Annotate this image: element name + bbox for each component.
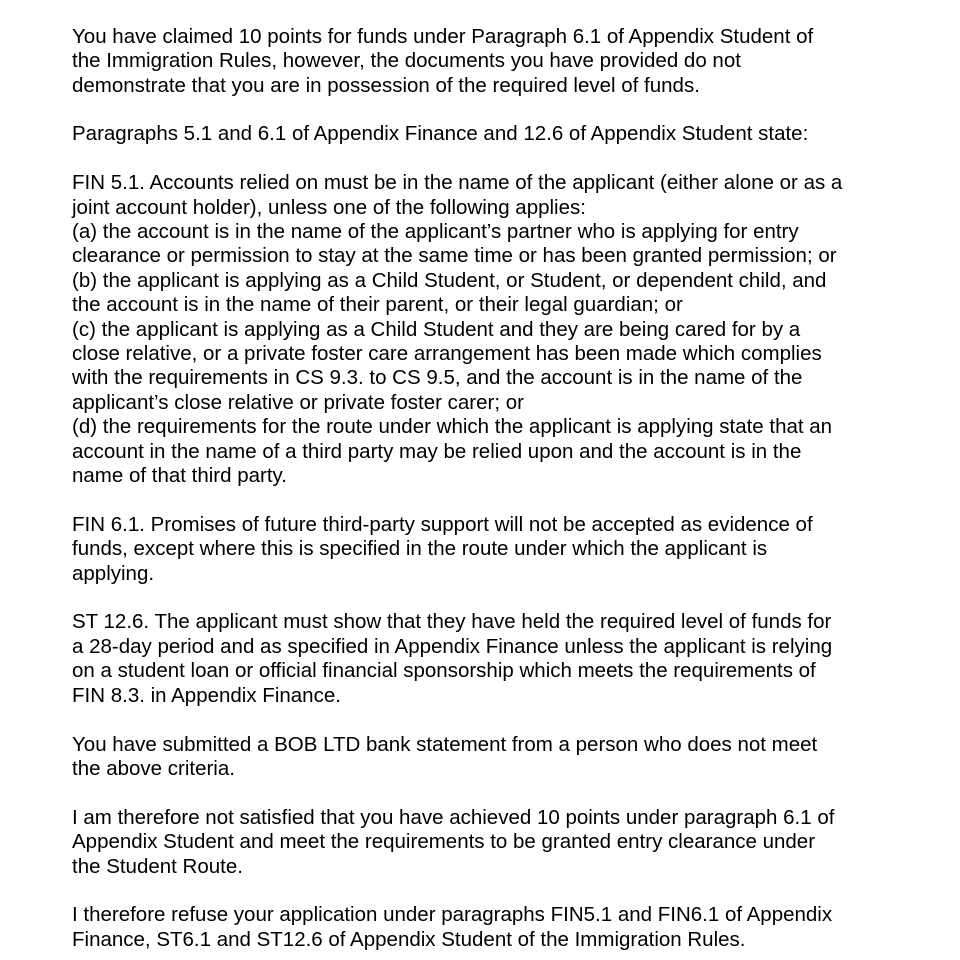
funds-claim-paragraph: You have claimed 10 points for funds under Paragraph 6.1 of Appendix Student of the Immigration Rules, however, the documents you have provided do not demonstrate that you are in possession of the required level of funds. (72, 24, 814, 97)
fin-6-1-paragraph: FIN 6.1. Promises of future third-party support will not be accepted as evidence of funds, except where this is specified in the route under which the applicant is applying. (72, 512, 813, 585)
fin-5-1-paragraph: FIN 5.1. Accounts relied on must be in the name of the applicant (either alone or as a joint account holder), unless one of the following applies: (a) the account is in the name of the applicant’s partner who is applying for entry clearance or permission to stay at the same time or has been granted permission; or (b) the applicant is applying as a Child Student, or Student, or dependent child, and the account is in the name of their parent, or their legal guardian; or (c) the applicant is applying as a Child Student and they are being cared for by a close relative, or a private foster care arrangement has been made which complies with the requirements in CS 9.3. to CS 9.5, and the account is in the name of the applicant’s close relative or private foster carer; or (d) the requirements for the route under which the applicant is applying state that an account in the name of a third party may be relied upon and the account is in the name of that third party. (72, 171, 843, 488)
rules-intro-paragraph: Paragraphs 5.1 and 6.1 of Appendix Finance and 12.6 of Appendix Student state: (72, 122, 809, 146)
submitted-statement-paragraph: You have submitted a BOB LTD bank statement from a person who does not meet the above criteria. (72, 732, 818, 780)
refusal-decision-paragraph: I therefore refuse your application under paragraphs FIN5.1 and FIN6.1 of Appendix Finance, ST6.1 and ST12.6 of Appendix Student of the Immigration Rules. (72, 903, 833, 951)
document-body (72, 0, 887, 960)
not-satisfied-paragraph: I am therefore not satisfied that you have achieved 10 points under paragraph 6.1 of Appendix Student and meet the requirements to be granted entry clearance under the Student Route. (72, 805, 835, 878)
st-12-6-paragraph: ST 12.6. The applicant must show that they have held the required level of funds for a 28-day period and as specified in Appendix Finance unless the applicant is relying on a student loan or official financial sponsorship which meets the requirements of FIN 8.3. in Appendix Finance. (72, 610, 833, 707)
